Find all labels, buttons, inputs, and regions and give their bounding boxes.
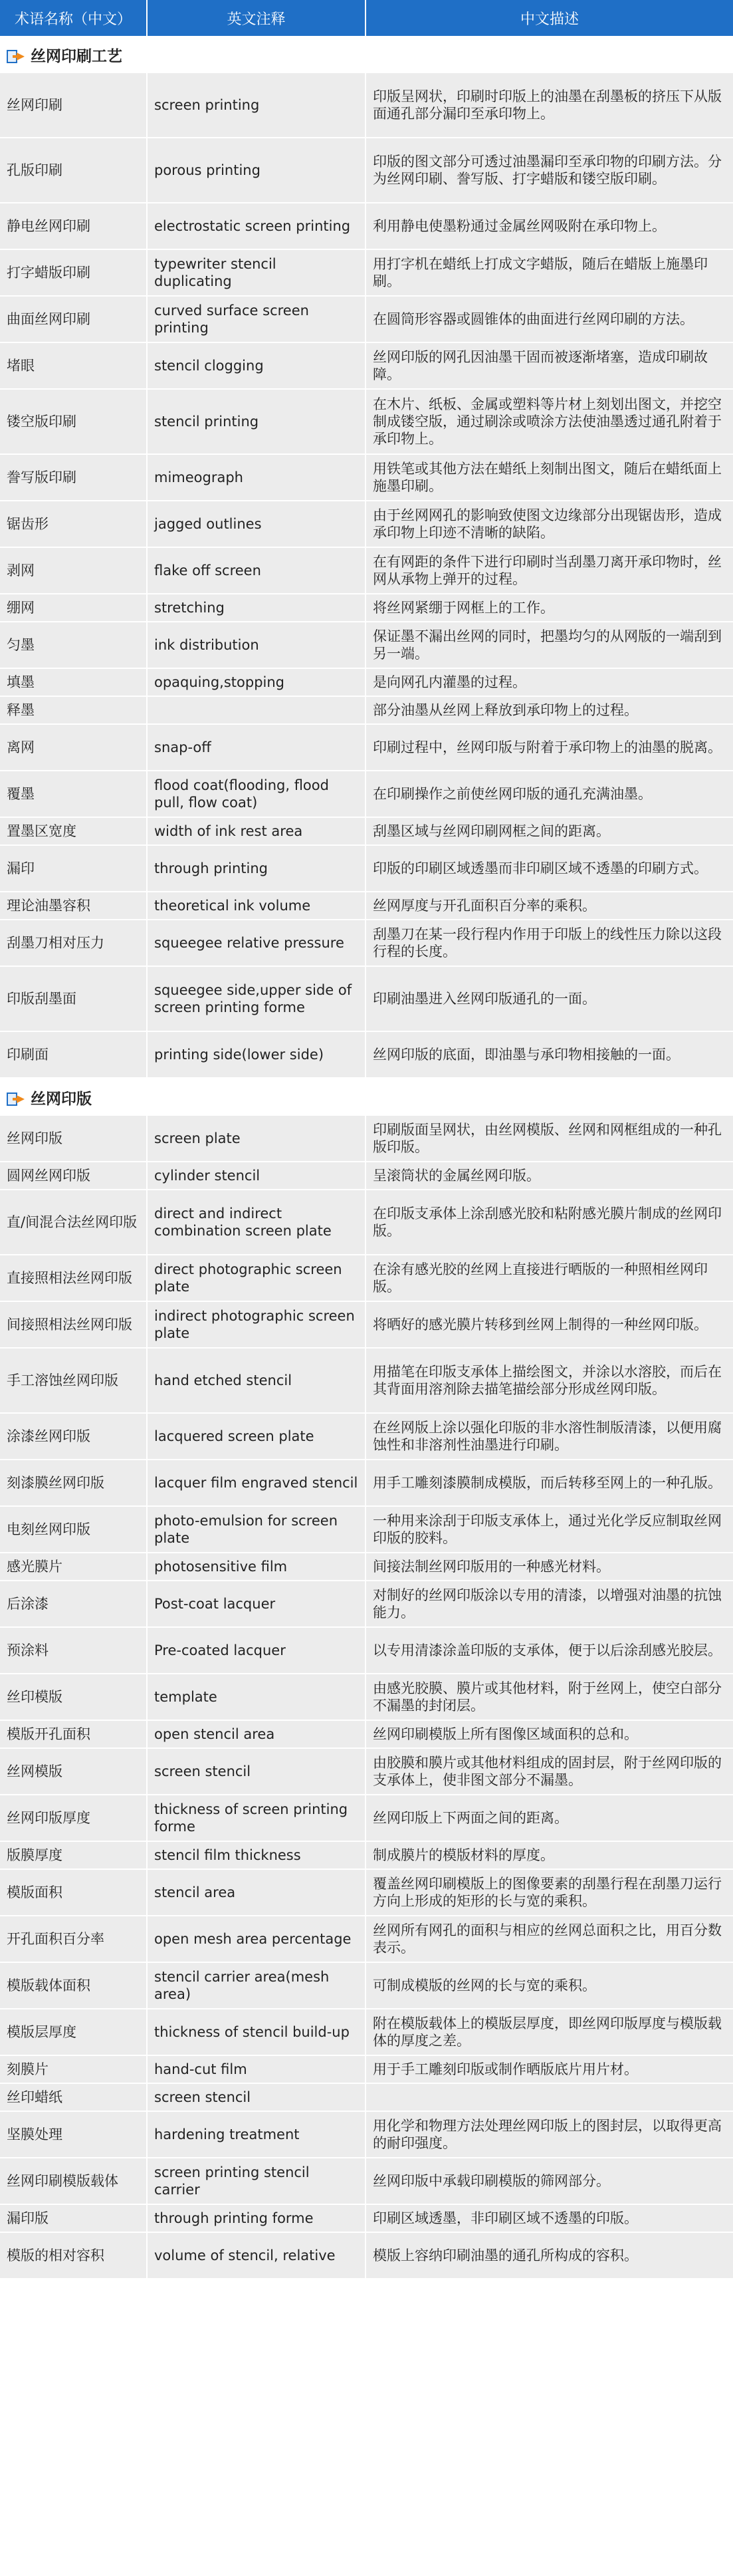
table-row xyxy=(0,203,733,250)
description-cell: 在木片、纸板、金属或塑料等片材上刻划出图文，并挖空制成镂空版，通过刷涂或喷涂方法使油墨透过通孔附着于承印物上。 xyxy=(366,390,733,455)
term-en-cell: stretching xyxy=(148,594,366,622)
term-en-cell: ink distribution xyxy=(148,622,366,669)
term-cn-cell: 丝印蜡纸 xyxy=(0,2084,148,2112)
term-en-cell: flood coat(flooding, flood pull, flow coat) xyxy=(148,771,366,818)
table-row xyxy=(0,771,733,818)
term-en-cell: stencil carrier area(mesh area) xyxy=(148,1963,366,2009)
table-row xyxy=(0,501,733,548)
table-row xyxy=(0,390,733,455)
term-en-cell: stencil printing xyxy=(148,390,366,455)
table-row xyxy=(0,622,733,669)
term-en-cell: typewriter stencil duplicating xyxy=(148,250,366,297)
term-cn-cell: 丝网印版 xyxy=(0,1116,148,1162)
table-row xyxy=(0,1749,733,1795)
description-cell: 用描笔在印版支承体上描绘图文，并涂以水溶胶，而后在其背面用溶剂除去描笔描绘部分形成丝网印版。 xyxy=(366,1349,733,1414)
term-en-cell: screen plate xyxy=(148,1116,366,1162)
table-row xyxy=(0,1460,733,1507)
description-cell: 印版呈网状，印刷时印版上的油墨在刮墨板的挤压下从版面通孔部分漏印至承印物上。 xyxy=(366,73,733,138)
term-en-cell: screen printing xyxy=(148,73,366,138)
term-cn-cell: 后涂漆 xyxy=(0,1581,148,1628)
term-en-cell xyxy=(148,697,366,725)
term-en-cell: thickness of screen printing forme xyxy=(148,1795,366,1842)
table-row xyxy=(0,2233,733,2279)
table-row xyxy=(0,297,733,343)
table-row xyxy=(0,594,733,622)
term-en-cell: photosensitive film xyxy=(148,1553,366,1581)
term-cn-cell: 匀墨 xyxy=(0,622,148,669)
table-row xyxy=(0,1414,733,1460)
table-row xyxy=(0,1349,733,1414)
term-en-cell: stencil area xyxy=(148,1870,366,1916)
table-row xyxy=(0,1916,733,1963)
table-row xyxy=(0,697,733,725)
term-en-cell: lacquer film engraved stencil xyxy=(148,1460,366,1507)
term-en-cell: cylinder stencil xyxy=(148,1162,366,1190)
term-en-cell: open stencil area xyxy=(148,1721,366,1749)
term-cn-cell: 镂空版印刷 xyxy=(0,390,148,455)
term-cn-cell: 绷网 xyxy=(0,594,148,622)
term-en-cell: width of ink rest area xyxy=(148,818,366,846)
description-cell: 印版的图文部分可透过油墨漏印至承印物的印刷方法。分为丝网印刷、誊写版、打字蜡版和镂空版印刷。 xyxy=(366,138,733,203)
term-en-cell: screen stencil xyxy=(148,2084,366,2112)
description-cell: 在圆筒形容器或圆锥体的曲面进行丝网印刷的方法。 xyxy=(366,297,733,343)
term-cn-cell: 释墨 xyxy=(0,697,148,725)
table-row xyxy=(0,892,733,920)
description-cell: 保证墨不漏出丝网的同时，把墨均匀的从网版的一端刮到另一端。 xyxy=(366,622,733,669)
term-cn-cell: 模版载体面积 xyxy=(0,1963,148,2009)
term-cn-cell: 堵眼 xyxy=(0,343,148,390)
term-cn-cell: 丝网印刷 xyxy=(0,73,148,138)
table-row xyxy=(0,2084,733,2112)
description-cell: 呈滚筒状的金属丝网印版。 xyxy=(366,1162,733,1190)
term-en-cell: screen stencil xyxy=(148,1749,366,1795)
table-row xyxy=(0,725,733,771)
table-row xyxy=(0,1507,733,1553)
table-row xyxy=(0,1842,733,1870)
term-en-cell: indirect photographic screen plate xyxy=(148,1302,366,1349)
section-header xyxy=(0,36,733,73)
table-row xyxy=(0,2056,733,2084)
section-arrow-icon xyxy=(7,1092,27,1106)
description-cell: 可制成模版的丝网的长与宽的乘积。 xyxy=(366,1963,733,2009)
term-en-cell: template xyxy=(148,1674,366,1721)
description-cell: 在印版支承体上涂刮感光胶和粘附感光膜片制成的丝网印版。 xyxy=(366,1190,733,1255)
term-en-cell: thickness of stencil build-up xyxy=(148,2009,366,2056)
term-en-cell: hardening treatment xyxy=(148,2112,366,2158)
table-row xyxy=(0,2158,733,2205)
term-cn-cell: 预涂料 xyxy=(0,1628,148,1674)
term-cn-cell: 直接照相法丝网印版 xyxy=(0,1255,148,1302)
term-en-cell: stencil film thickness xyxy=(148,1842,366,1870)
term-cn-cell: 圆网丝网印版 xyxy=(0,1162,148,1190)
term-cn-cell: 丝网模版 xyxy=(0,1749,148,1795)
term-cn-cell: 坚膜处理 xyxy=(0,2112,148,2158)
term-en-cell: curved surface screen printing xyxy=(148,297,366,343)
description-cell: 间接法制丝网印版用的一种感光材料。 xyxy=(366,1553,733,1581)
term-cn-cell: 模版的相对容积 xyxy=(0,2233,148,2279)
term-en-cell: direct and indirect combination screen plate xyxy=(148,1190,366,1255)
term-en-cell: squeegee relative pressure xyxy=(148,920,366,967)
description-cell: 用打字机在蜡纸上打成文字蜡版，随后在蜡版上施墨印刷。 xyxy=(366,250,733,297)
description-cell: 印刷油墨进入丝网印版通孔的一面。 xyxy=(366,967,733,1032)
header-term-cn: 术语名称（中文） xyxy=(0,0,148,36)
table-row xyxy=(0,138,733,203)
header-desc: 中文描述 xyxy=(366,0,733,36)
description-cell: 是向网孔内灌墨的过程。 xyxy=(366,669,733,697)
term-en-cell: stencil clogging xyxy=(148,343,366,390)
term-cn-cell: 直/间混合法丝网印版 xyxy=(0,1190,148,1255)
term-cn-cell: 誊写版印刷 xyxy=(0,455,148,501)
table-body xyxy=(0,36,733,2279)
table-row xyxy=(0,1255,733,1302)
term-en-cell: jagged outlines xyxy=(148,501,366,548)
description-cell: 丝网印版上下两面之间的距离。 xyxy=(366,1795,733,1842)
section-arrow-icon xyxy=(7,49,27,64)
term-en-cell: lacquered screen plate xyxy=(148,1414,366,1460)
term-en-cell: volume of stencil, relative xyxy=(148,2233,366,2279)
term-en-cell: open mesh area percentage xyxy=(148,1916,366,1963)
description-cell: 刮墨区域与丝网印刷网框之间的距离。 xyxy=(366,818,733,846)
term-en-cell: opaquing,stopping xyxy=(148,669,366,697)
term-cn-cell: 开孔面积百分率 xyxy=(0,1916,148,1963)
table-row xyxy=(0,1795,733,1842)
term-cn-cell: 刮墨刀相对压力 xyxy=(0,920,148,967)
term-en-cell: hand etched stencil xyxy=(148,1349,366,1414)
table-row xyxy=(0,548,733,594)
term-cn-cell: 丝网印版厚度 xyxy=(0,1795,148,1842)
table-row xyxy=(0,1870,733,1916)
description-cell: 印刷区域透墨，非印刷区域不透墨的印版。 xyxy=(366,2205,733,2233)
description-cell: 印刷版面呈网状，由丝网模版、丝网和网框组成的一种孔版印版。 xyxy=(366,1116,733,1162)
term-cn-cell: 模版开孔面积 xyxy=(0,1721,148,1749)
description-cell: 在丝网版上涂以强化印版的非水溶性制版清漆，以便用腐蚀性和非溶剂性油墨进行印刷。 xyxy=(366,1414,733,1460)
term-en-cell: electrostatic screen printing xyxy=(148,203,366,250)
term-cn-cell: 孔版印刷 xyxy=(0,138,148,203)
description-cell: 由感光胶膜、膜片或其他材料，附于丝网上，使空白部分不漏墨的封闭层。 xyxy=(366,1674,733,1721)
table-row xyxy=(0,1032,733,1079)
term-cn-cell: 静电丝网印刷 xyxy=(0,203,148,250)
term-cn-cell: 间接照相法丝网印版 xyxy=(0,1302,148,1349)
term-cn-cell: 锯齿形 xyxy=(0,501,148,548)
term-en-cell: printing side(lower side) xyxy=(148,1032,366,1079)
term-en-cell: porous printing xyxy=(148,138,366,203)
term-en-cell: Post-coat lacquer xyxy=(148,1581,366,1628)
table-row xyxy=(0,1581,733,1628)
term-cn-cell: 电刻丝网印版 xyxy=(0,1507,148,1553)
description-cell: 将丝网紧绷于网框上的工作。 xyxy=(366,594,733,622)
table-row xyxy=(0,2205,733,2233)
term-cn-cell: 版膜厚度 xyxy=(0,1842,148,1870)
header-term-en: 英文注释 xyxy=(148,0,366,36)
table-row xyxy=(0,967,733,1032)
description-cell: 利用静电使墨粉通过金属丝网吸附在承印物上。 xyxy=(366,203,733,250)
table-row xyxy=(0,1674,733,1721)
description-cell: 将晒好的感光膜片转移到丝网上制得的一种丝网印版。 xyxy=(366,1302,733,1349)
term-en-cell: theoretical ink volume xyxy=(148,892,366,920)
term-cn-cell: 离网 xyxy=(0,725,148,771)
term-cn-cell: 刻膜片 xyxy=(0,2056,148,2084)
description-cell: 印刷过程中，丝网印版与附着于承印物上的油墨的脱离。 xyxy=(366,725,733,771)
term-en-cell: Pre-coated lacquer xyxy=(148,1628,366,1674)
term-cn-cell: 漏印 xyxy=(0,846,148,892)
table-row xyxy=(0,669,733,697)
section-title-cell xyxy=(0,36,733,73)
term-cn-cell: 模版层厚度 xyxy=(0,2009,148,2056)
table-row xyxy=(0,1721,733,1749)
description-cell: 由于丝网网孔的影响致使图文边缘部分出现锯齿形，造成承印物上印迹不清晰的缺陷。 xyxy=(366,501,733,548)
term-cn-cell: 丝网印刷模版载体 xyxy=(0,2158,148,2205)
term-cn-cell: 打字蜡版印刷 xyxy=(0,250,148,297)
description-cell: 以专用清漆涂盖印版的支承体，便于以后涂刮感光胶层。 xyxy=(366,1628,733,1674)
term-en-cell: through printing xyxy=(148,846,366,892)
description-cell: 用铁笔或其他方法在蜡纸上刻制出图文，随后在蜡纸面上施墨印刷。 xyxy=(366,455,733,501)
table-row xyxy=(0,1628,733,1674)
term-cn-cell: 理论油墨容积 xyxy=(0,892,148,920)
table-row xyxy=(0,2009,733,2056)
description-cell: 丝网印版的网孔因油墨干固而被逐渐堵塞，造成印刷故障。 xyxy=(366,343,733,390)
description-cell: 在印刷操作之前使丝网印版的通孔充满油墨。 xyxy=(366,771,733,818)
term-en-cell: screen printing stencil carrier xyxy=(148,2158,366,2205)
term-cn-cell: 刻漆膜丝网印版 xyxy=(0,1460,148,1507)
description-cell: 一种用来涂刮于印版支承体上，通过光化学反应制取丝网印版的胶料。 xyxy=(366,1507,733,1553)
section-title-cell xyxy=(0,1079,733,1116)
table-row xyxy=(0,1963,733,2009)
table-row xyxy=(0,846,733,892)
description-cell: 丝网所有网孔的面积与相应的丝网总面积之比，用百分数表示。 xyxy=(366,1916,733,1963)
table-row xyxy=(0,1302,733,1349)
description-cell: 制成膜片的模版材料的厚度。 xyxy=(366,1842,733,1870)
description-cell: 在涂有感光胶的丝网上直接进行晒版的一种照相丝网印版。 xyxy=(366,1255,733,1302)
description-cell: 用化学和物理方法处理丝网印版上的图封层，以取得更高的耐印强度。 xyxy=(366,2112,733,2158)
term-cn-cell: 覆墨 xyxy=(0,771,148,818)
table-row xyxy=(0,343,733,390)
description-cell: 用手工雕刻漆膜制成模版，而后转移至网上的一种孔版。 xyxy=(366,1460,733,1507)
term-cn-cell: 填墨 xyxy=(0,669,148,697)
table-row xyxy=(0,1190,733,1255)
description-cell: 对制好的丝网印版涂以专用的清漆，以增强对油墨的抗蚀能力。 xyxy=(366,1581,733,1628)
term-en-cell: hand-cut film xyxy=(148,2056,366,2084)
term-cn-cell: 印版刮墨面 xyxy=(0,967,148,1032)
section-title: 丝网印刷工艺 xyxy=(31,47,122,65)
term-cn-cell: 感光膜片 xyxy=(0,1553,148,1581)
term-en-cell: flake off screen xyxy=(148,548,366,594)
term-cn-cell: 置墨区宽度 xyxy=(0,818,148,846)
table-row xyxy=(0,250,733,297)
term-cn-cell: 漏印版 xyxy=(0,2205,148,2233)
term-cn-cell: 印刷面 xyxy=(0,1032,148,1079)
term-cn-cell: 剥网 xyxy=(0,548,148,594)
description-cell: 丝网印版中承载印刷模版的筛网部分。 xyxy=(366,2158,733,2205)
term-en-cell: through printing forme xyxy=(148,2205,366,2233)
table-row xyxy=(0,1162,733,1190)
description-cell: 在有网距的条件下进行印刷时当刮墨刀离开承印物时，丝网从承物上弹开的过程。 xyxy=(366,548,733,594)
description-cell: 刮墨刀在某一段行程内作用于印版上的线性压力除以这段行程的长度。 xyxy=(366,920,733,967)
term-en-cell: squeegee side,upper side of screen printing forme xyxy=(148,967,366,1032)
description-cell: 丝网印刷模版上所有图像区域面积的总和。 xyxy=(366,1721,733,1749)
section-title: 丝网印版 xyxy=(31,1090,92,1108)
term-cn-cell: 曲面丝网印刷 xyxy=(0,297,148,343)
table-row xyxy=(0,818,733,846)
description-cell: 由胶膜和膜片或其他材料组成的固封层，附于丝网印版的支承体上，使非图文部分不漏墨。 xyxy=(366,1749,733,1795)
section-header xyxy=(0,1079,733,1116)
table-header xyxy=(0,0,733,36)
description-cell: 丝网印版的底面，即油墨与承印物相接触的一面。 xyxy=(366,1032,733,1079)
term-en-cell: snap-off xyxy=(148,725,366,771)
term-cn-cell: 手工溶蚀丝网印版 xyxy=(0,1349,148,1414)
description-cell: 覆盖丝网印刷模版上的图像要素的刮墨行程在刮墨刀运行方向上形成的矩形的长与宽的乘积。 xyxy=(366,1870,733,1916)
description-cell: 附在模版载体上的模版层厚度，即丝网印版厚度与模版载体的厚度之差。 xyxy=(366,2009,733,2056)
table-row xyxy=(0,455,733,501)
term-cn-cell: 丝印模版 xyxy=(0,1674,148,1721)
description-cell: 丝网厚度与开孔面积百分率的乘积。 xyxy=(366,892,733,920)
table-row xyxy=(0,1116,733,1162)
term-cn-cell: 涂漆丝网印版 xyxy=(0,1414,148,1460)
term-en-cell: photo-emulsion for screen plate xyxy=(148,1507,366,1553)
table-row xyxy=(0,920,733,967)
table-row xyxy=(0,2112,733,2158)
term-en-cell: direct photographic screen plate xyxy=(148,1255,366,1302)
table-row xyxy=(0,1553,733,1581)
description-cell xyxy=(366,2084,733,2112)
description-cell: 模版上容纳印刷油墨的通孔所构成的容积。 xyxy=(366,2233,733,2279)
term-en-cell: mimeograph xyxy=(148,455,366,501)
table-row xyxy=(0,73,733,138)
description-cell: 用于手工雕刻印版或制作晒版底片用片材。 xyxy=(366,2056,733,2084)
term-cn-cell: 模版面积 xyxy=(0,1870,148,1916)
description-cell: 印版的印刷区域透墨而非印刷区域不透墨的印刷方式。 xyxy=(366,846,733,892)
description-cell: 部分油墨从丝网上释放到承印物上的过程。 xyxy=(366,697,733,725)
